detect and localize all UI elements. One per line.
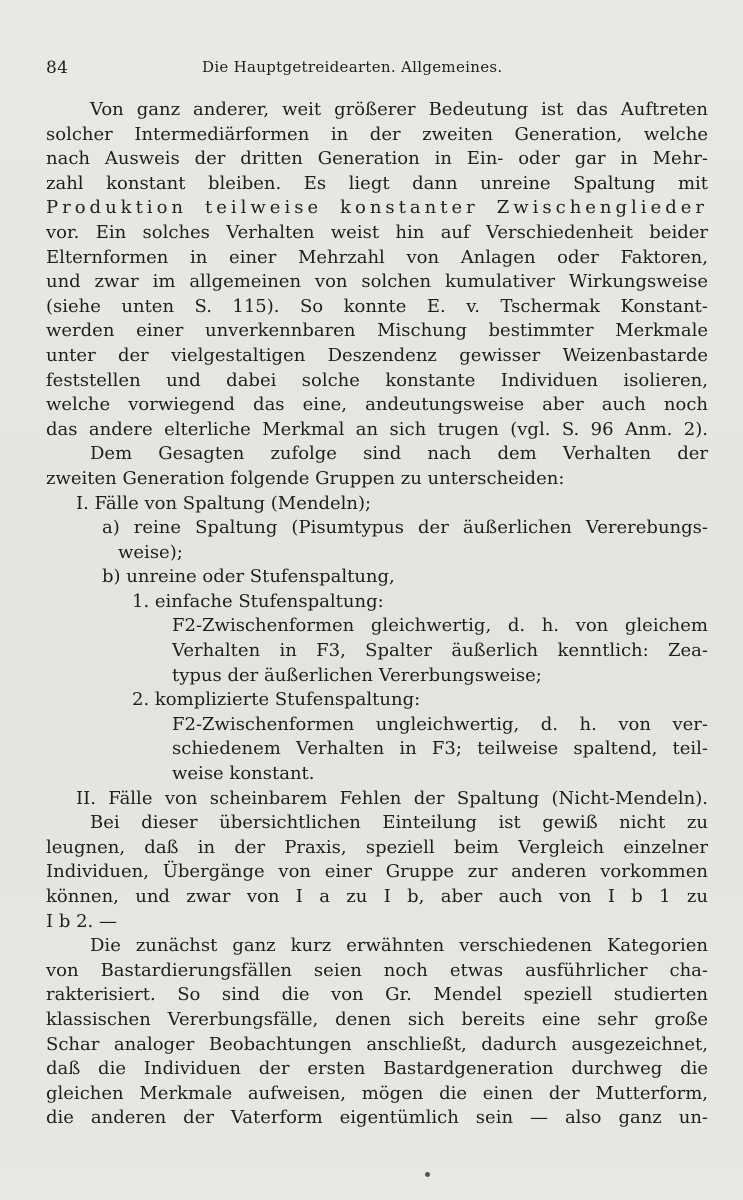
list-item-continuation: weise); bbox=[118, 541, 183, 563]
text-line: die anderen der Vaterform eigentümlich sein — also ganz un- bbox=[46, 1107, 708, 1129]
list-item-level3: 2. komplizierte Stufenspaltung: bbox=[132, 689, 421, 711]
text-line: von Bastardierungsfällen seien noch etwas ausführlicher cha- bbox=[46, 959, 708, 981]
text-line: I b 2. — bbox=[46, 910, 117, 932]
list-item-detail: F2-Zwischenformen ungleichwertig, d. h. von ver- bbox=[172, 713, 708, 735]
page-body bbox=[46, 98, 708, 1131]
ink-speck bbox=[425, 1172, 430, 1177]
list-item-level1: II. Fälle von scheinbarem Fehlen der Spaltung (Nicht-Mendeln). bbox=[76, 787, 708, 809]
text-line: rakterisiert. So sind die von Gr. Mendel speziell studierten bbox=[46, 984, 708, 1006]
text-line-spaced: Produktion teilweise konstanter Zwischenglieder bbox=[46, 197, 708, 219]
list-item-detail: F2-Zwischenformen gleichwertig, d. h. von gleichem bbox=[172, 615, 708, 637]
list-item-detail: Verhalten in F3, Spalter äußerlich kenntlich: Zea- bbox=[172, 640, 708, 662]
list-item-level2: b) unreine oder Stufenspaltung, bbox=[102, 566, 395, 588]
list-item-detail: typus der äußerlichen Vererbungsweise; bbox=[172, 664, 542, 686]
text-line: Individuen, Übergänge von einer Gruppe zur anderen vorkommen bbox=[46, 861, 708, 883]
text-line: das andere elterliche Merkmal an sich trugen (vgl. S. 96 Anm. 2). bbox=[46, 418, 708, 440]
page-header bbox=[46, 58, 697, 84]
list-item-level3: 1. einfache Stufenspaltung: bbox=[132, 590, 384, 612]
list-item-level2: a) reine Spaltung (Pisumtypus der äußerlichen Vererebungs- bbox=[102, 517, 708, 539]
text-line: Von ganz anderer, weit größerer Bedeutung ist das Auftreten bbox=[90, 99, 708, 120]
text-line: Dem Gesagten zufolge sind nach dem Verhalten der bbox=[90, 443, 708, 465]
text-line: Elternformen in einer Mehrzahl von Anlagen oder Faktoren, bbox=[46, 246, 708, 268]
text-line: solcher Intermediärformen in der zweiten Generation, welche bbox=[46, 123, 708, 145]
text-line: klassischen Vererbungsfälle, denen sich bereits eine sehr große bbox=[46, 1008, 708, 1030]
text-line: zahl konstant bleiben. Es liegt dann unreine Spaltung mit bbox=[46, 172, 708, 194]
text-line: zweiten Generation folgende Gruppen zu unterscheiden: bbox=[46, 467, 565, 489]
text-line: Bei dieser übersichtlichen Einteilung ist gewiß nicht zu bbox=[90, 812, 708, 834]
text-line: leugnen, daß in der Praxis, speziell beim Vergleich einzelner bbox=[46, 836, 708, 858]
running-head: Die Hauptgetreidearten. Allgemeines. bbox=[202, 58, 503, 76]
text-line: (siehe unten S. 115). So konnte E. v. Tschermak Konstant- bbox=[46, 295, 708, 317]
text-line: Die zunächst ganz kurz erwähnten verschiedenen Kategorien bbox=[90, 935, 708, 957]
text-line: welche vorwiegend das eine, andeutungsweise aber auch noch bbox=[46, 394, 708, 416]
page-number: 84 bbox=[46, 58, 69, 78]
text-line: feststellen und dabei solche konstante Individuen isolieren, bbox=[46, 369, 708, 391]
text-line: daß die Individuen der ersten Bastardgeneration durchweg die bbox=[46, 1058, 708, 1080]
text-line: werden einer unverkennbaren Mischung bestimmter Merkmale bbox=[46, 320, 708, 342]
text-line: und zwar im allgemeinen von solchen kumulativer Wirkungsweise bbox=[46, 271, 708, 293]
list-item-level1: I. Fälle von Spaltung (Mendeln); bbox=[76, 492, 372, 514]
text-line: nach Ausweis der dritten Generation in Ein- oder gar in Mehr- bbox=[46, 148, 708, 170]
list-item-detail: schiedenem Verhalten in F3; teilweise spaltend, teil- bbox=[172, 738, 708, 760]
text-line: vor. Ein solches Verhalten weist hin auf Verschiedenheit beider bbox=[46, 221, 708, 243]
text-line: können, und zwar von I a zu I b, aber auch von I b 1 zu bbox=[46, 886, 708, 907]
text-line: gleichen Merkmale aufweisen, mögen die einen der Mutterform, bbox=[46, 1082, 708, 1104]
text-line: Schar analoger Beobachtungen anschließt, dadurch ausgezeichnet, bbox=[46, 1033, 708, 1055]
text-line: unter der vielgestaltigen Deszendenz gewisser Weizenbastarde bbox=[46, 344, 708, 366]
list-item-detail: weise konstant. bbox=[172, 763, 315, 785]
